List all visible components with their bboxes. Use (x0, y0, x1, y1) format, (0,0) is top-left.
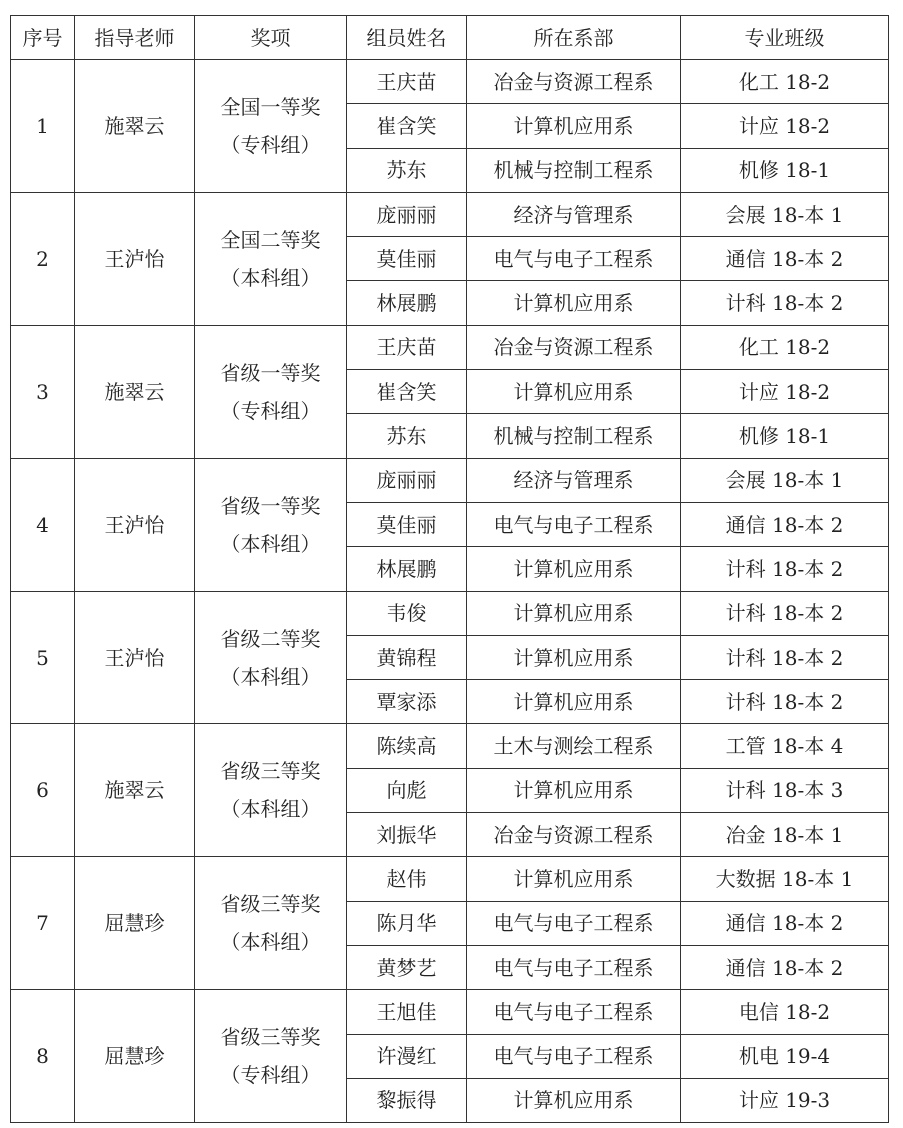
table-row (11, 724, 889, 768)
member-name-cell: 黎振得 (347, 1078, 467, 1122)
member-class-cell: 计应 19-3 (681, 1078, 889, 1122)
member-dept-cell: 电气与电子工程系 (467, 237, 681, 281)
member-dept-cell: 冶金与资源工程系 (467, 813, 681, 857)
award-cell (195, 724, 347, 857)
member-dept-cell: 土木与测绘工程系 (467, 724, 681, 768)
award-table (10, 15, 889, 1123)
member-name-cell: 陈续高 (347, 724, 467, 768)
teacher-cell: 屈慧珍 (75, 990, 195, 1123)
member-class-cell: 计科 18-本 2 (681, 635, 889, 679)
award-group: （专科组） (220, 132, 321, 157)
member-dept-cell: 计算机应用系 (467, 547, 681, 591)
member-name-cell: 向彪 (347, 768, 467, 812)
member-name-cell: 庞丽丽 (347, 192, 467, 236)
member-class-cell: 电信 18-2 (681, 990, 889, 1034)
member-name-cell: 莫佳丽 (347, 237, 467, 281)
member-name-cell: 黄梦艺 (347, 945, 467, 989)
member-name-cell: 林展鹏 (347, 281, 467, 325)
award-group: （本科组） (220, 797, 321, 822)
award-cell (195, 591, 347, 724)
index-cell: 1 (11, 60, 75, 193)
table-row (11, 192, 889, 236)
member-class-cell: 通信 18-本 2 (681, 901, 889, 945)
award-group: （本科组） (220, 531, 321, 556)
member-name-cell: 王旭佳 (347, 990, 467, 1034)
member-name-cell: 覃家添 (347, 680, 467, 724)
index-cell: 4 (11, 458, 75, 591)
member-class-cell: 大数据 18-本 1 (681, 857, 889, 901)
member-dept-cell: 冶金与资源工程系 (467, 325, 681, 369)
table-body (11, 60, 889, 1123)
member-dept-cell: 计算机应用系 (467, 591, 681, 635)
header-member: 组员姓名 (347, 16, 467, 60)
table-row (11, 60, 889, 104)
member-name-cell: 苏东 (347, 148, 467, 192)
member-dept-cell: 经济与管理系 (467, 458, 681, 502)
header-award: 奖项 (195, 16, 347, 60)
member-dept-cell: 电气与电子工程系 (467, 990, 681, 1034)
award-group: （本科组） (220, 930, 321, 955)
award-level: 全国一等奖 (220, 94, 321, 119)
member-name-cell: 崔含笑 (347, 104, 467, 148)
member-dept-cell: 经济与管理系 (467, 192, 681, 236)
member-class-cell: 计应 18-2 (681, 104, 889, 148)
member-class-cell: 机修 18-1 (681, 414, 889, 458)
member-dept-cell: 计算机应用系 (467, 857, 681, 901)
member-dept-cell: 冶金与资源工程系 (467, 60, 681, 104)
member-dept-cell: 计算机应用系 (467, 370, 681, 414)
member-dept-cell: 机械与控制工程系 (467, 414, 681, 458)
member-class-cell: 工管 18-本 4 (681, 724, 889, 768)
member-name-cell: 赵伟 (347, 857, 467, 901)
member-name-cell: 林展鹏 (347, 547, 467, 591)
table-row (11, 990, 889, 1034)
member-name-cell: 黄锦程 (347, 635, 467, 679)
table-header (11, 16, 889, 60)
table-row (11, 857, 889, 901)
member-class-cell: 计科 18-本 3 (681, 768, 889, 812)
member-dept-cell: 计算机应用系 (467, 680, 681, 724)
member-name-cell: 王庆苗 (347, 60, 467, 104)
award-level: 省级三等奖 (220, 892, 321, 917)
member-class-cell: 会展 18-本 1 (681, 458, 889, 502)
header-class: 专业班级 (681, 16, 889, 60)
award-cell (195, 60, 347, 193)
member-name-cell: 王庆苗 (347, 325, 467, 369)
teacher-cell: 王泸怡 (75, 591, 195, 724)
member-dept-cell: 计算机应用系 (467, 104, 681, 148)
header-teacher: 指导老师 (75, 16, 195, 60)
member-dept-cell: 电气与电子工程系 (467, 901, 681, 945)
member-name-cell: 莫佳丽 (347, 502, 467, 546)
member-dept-cell: 计算机应用系 (467, 281, 681, 325)
member-class-cell: 会展 18-本 1 (681, 192, 889, 236)
member-class-cell: 机电 19-4 (681, 1034, 889, 1078)
member-dept-cell: 计算机应用系 (467, 768, 681, 812)
award-level: 省级三等奖 (220, 1025, 321, 1050)
teacher-cell: 施翠云 (75, 60, 195, 193)
member-class-cell: 通信 18-本 2 (681, 237, 889, 281)
member-class-cell: 通信 18-本 2 (681, 945, 889, 989)
header-dept: 所在系部 (467, 16, 681, 60)
member-class-cell: 通信 18-本 2 (681, 502, 889, 546)
member-name-cell: 庞丽丽 (347, 458, 467, 502)
index-cell: 8 (11, 990, 75, 1123)
award-cell (195, 192, 347, 325)
award-group: （专科组） (220, 1063, 321, 1088)
header-row (11, 16, 889, 60)
table-row (11, 458, 889, 502)
teacher-cell: 王泸怡 (75, 458, 195, 591)
member-name-cell: 许漫红 (347, 1034, 467, 1078)
teacher-cell: 王泸怡 (75, 192, 195, 325)
member-class-cell: 化工 18-2 (681, 325, 889, 369)
index-cell: 6 (11, 724, 75, 857)
member-class-cell: 计科 18-本 2 (681, 281, 889, 325)
member-class-cell: 计科 18-本 2 (681, 680, 889, 724)
member-name-cell: 陈月华 (347, 901, 467, 945)
teacher-cell: 施翠云 (75, 325, 195, 458)
header-index: 序号 (11, 16, 75, 60)
member-class-cell: 机修 18-1 (681, 148, 889, 192)
member-dept-cell: 计算机应用系 (467, 1078, 681, 1122)
index-cell: 5 (11, 591, 75, 724)
teacher-cell: 施翠云 (75, 724, 195, 857)
award-cell (195, 458, 347, 591)
award-level: 省级一等奖 (220, 360, 321, 385)
index-cell: 2 (11, 192, 75, 325)
award-table-container (10, 15, 889, 1123)
table-row (11, 591, 889, 635)
member-class-cell: 计科 18-本 2 (681, 547, 889, 591)
award-group: （本科组） (220, 265, 321, 290)
award-level: 全国二等奖 (220, 227, 321, 252)
table-row (11, 325, 889, 369)
teacher-cell: 屈慧珍 (75, 857, 195, 990)
award-group: （专科组） (220, 398, 321, 423)
member-dept-cell: 机械与控制工程系 (467, 148, 681, 192)
award-cell (195, 990, 347, 1123)
award-group: （本科组） (220, 664, 321, 689)
award-level: 省级二等奖 (220, 626, 321, 651)
member-name-cell: 崔含笑 (347, 370, 467, 414)
member-dept-cell: 计算机应用系 (467, 635, 681, 679)
member-class-cell: 化工 18-2 (681, 60, 889, 104)
member-dept-cell: 电气与电子工程系 (467, 502, 681, 546)
member-name-cell: 刘振华 (347, 813, 467, 857)
member-class-cell: 计应 18-2 (681, 370, 889, 414)
award-level: 省级三等奖 (220, 759, 321, 784)
member-dept-cell: 电气与电子工程系 (467, 945, 681, 989)
index-cell: 7 (11, 857, 75, 990)
member-name-cell: 韦俊 (347, 591, 467, 635)
index-cell: 3 (11, 325, 75, 458)
member-dept-cell: 电气与电子工程系 (467, 1034, 681, 1078)
award-cell (195, 325, 347, 458)
member-class-cell: 冶金 18-本 1 (681, 813, 889, 857)
member-name-cell: 苏东 (347, 414, 467, 458)
member-class-cell: 计科 18-本 2 (681, 591, 889, 635)
award-cell (195, 857, 347, 990)
award-level: 省级一等奖 (220, 493, 321, 518)
